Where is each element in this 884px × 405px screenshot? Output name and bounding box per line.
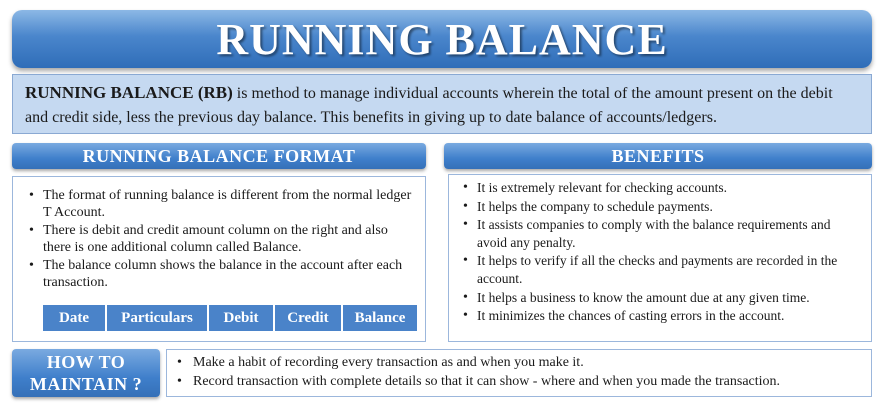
maintain-heading-line1: HOW TO (46, 352, 126, 372)
maintain-item: • Record transaction with complete details so that it can show - where and when you made the transaction. (173, 373, 865, 391)
maintain-item: • Make a habit of recording every transaction as and when you make it. (173, 354, 865, 372)
benefit-item: • It minimizes the chances of casting errors in the account. (459, 307, 861, 325)
format-heading: RUNNING BALANCE FORMAT (12, 143, 426, 169)
maintain-heading-line2: MAINTAIN ? (29, 374, 143, 394)
benefits-heading: BENEFITS (444, 143, 872, 169)
ledger-column-debit: Debit (209, 305, 273, 331)
ledger-column-credit: Credit (275, 305, 341, 331)
benefit-item: • It is extremely relevant for checking accounts. (459, 179, 861, 197)
maintain-list (173, 354, 865, 391)
maintain-panel (166, 349, 872, 397)
maintain-heading (12, 349, 160, 397)
benefits-list (459, 179, 861, 325)
format-list (25, 187, 413, 291)
ledger-column-balance: Balance (343, 305, 417, 331)
format-item: • There is debit and credit amount column on the right and also there is one additional column called Balance. (25, 222, 413, 256)
page-title: RUNNING BALANCE (216, 14, 668, 64)
benefit-item: • It assists companies to comply with the balance requirements and avoid any penalty. (459, 216, 861, 251)
format-item: • The balance column shows the balance in the account after each transaction. (25, 257, 413, 291)
format-panel (12, 176, 426, 342)
intro-box (12, 74, 872, 134)
format-item: • The format of running balance is different from the normal ledger T Account. (25, 187, 413, 221)
benefit-item: • It helps to verify if all the checks and payments are recorded in the account. (459, 252, 861, 287)
intro-text: is method to manage individual accounts wherein the total of the amount present on the debit and credit side, less the previous day balance. This benefits in giving up to date balance of accounts/ledgers. (25, 85, 833, 126)
ledger-column-date: Date (43, 305, 105, 331)
intro-term: RUNNING BALANCE (RB) (25, 83, 233, 102)
ledger-columns (43, 305, 417, 331)
benefit-item: • It helps a business to know the amount due at any given time. (459, 289, 861, 307)
ledger-column-particulars: Particulars (107, 305, 207, 331)
benefits-panel (448, 174, 872, 342)
benefit-item: • It helps the company to schedule payments. (459, 198, 861, 216)
title-banner (12, 10, 872, 68)
